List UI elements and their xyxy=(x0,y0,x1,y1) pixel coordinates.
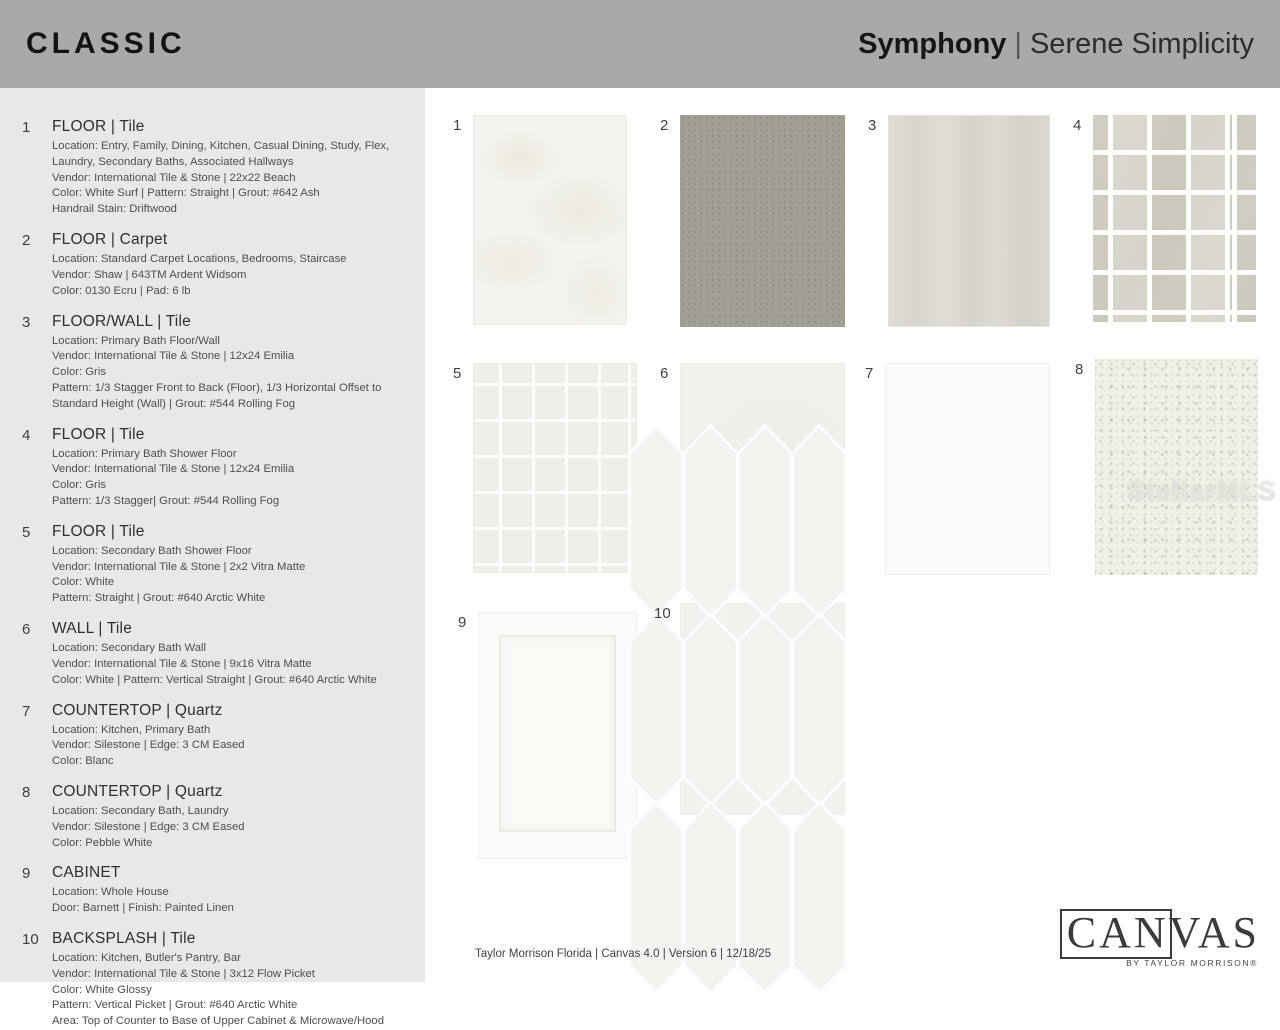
spec-item-detail: Location: Primary Bath Floor/Wall xyxy=(52,334,220,347)
spec-item-detail: Vendor: International Tile & Stone | 22x22 Beach xyxy=(52,171,296,184)
spec-item-detail: Location: Kitchen, Primary Bath xyxy=(52,723,211,736)
spec-item-title: COUNTERTOP | Quartz xyxy=(52,782,223,800)
spec-item-backsplash xyxy=(22,930,407,1030)
spec-item-detail: Vendor: International Tile & Stone | 3x12 Flow Picket xyxy=(52,967,315,980)
swatch-cell-7 xyxy=(865,363,1050,575)
swatch-ecru-carpet xyxy=(680,115,845,327)
spec-item-title: FLOOR | Tile xyxy=(52,425,145,443)
spec-item-floor-tile-secondary xyxy=(22,523,407,607)
swatch-number: 5 xyxy=(453,365,462,382)
swatch-pebble-white-quartz xyxy=(1095,359,1258,575)
spec-item-number: 1 xyxy=(22,119,31,136)
spec-item-title: FLOOR | Carpet xyxy=(52,231,168,249)
swatch-number: 8 xyxy=(1075,361,1084,378)
spec-item-detail: Color: Gris xyxy=(52,366,106,379)
spec-item-detail: Door: Barnett | Finish: Painted Linen xyxy=(52,902,234,915)
sheet-body xyxy=(0,88,1280,1028)
spec-item-number: 6 xyxy=(22,621,31,639)
logo-tagline: BY TAYLOR MORRISON® xyxy=(1126,958,1258,969)
spec-item-detail: Vendor: Silestone | Edge: 3 CM Eased xyxy=(52,739,245,752)
collection-name: CLASSIC xyxy=(26,27,186,60)
spec-item-detail: Color: Gris xyxy=(52,479,106,492)
spec-item-floor-tile-shower xyxy=(22,426,407,510)
cabinet-door-panel xyxy=(499,635,616,832)
swatch-cell-8 xyxy=(1075,359,1258,575)
swatch-cell-4 xyxy=(1073,115,1256,327)
swatch-number: 2 xyxy=(660,117,669,134)
spec-item-detail: Vendor: International Tile & Stone | 2x2 Vitra Matte xyxy=(52,560,306,573)
swatch-cell-9 xyxy=(458,612,637,859)
spec-item-detail: Color: Pebble White xyxy=(52,836,153,849)
spec-item-detail: Location: Standard Carpet Locations, Bedrooms, Staircase xyxy=(52,253,347,266)
spec-item-detail: Location: Primary Bath Shower Floor xyxy=(52,447,237,460)
spec-item-number: 3 xyxy=(22,313,31,331)
swatch-number: 6 xyxy=(660,365,669,382)
spec-item-title: BACKSPLASH | Tile xyxy=(52,930,196,947)
swatch-cell-10 xyxy=(654,603,845,815)
swatch-emilia-gris-tile xyxy=(888,115,1050,327)
swatch-flow-picket-tile xyxy=(680,603,845,815)
title-divider: | xyxy=(1014,27,1022,60)
spec-item-number: 4 xyxy=(22,426,31,444)
canvas-logo xyxy=(1067,910,1260,968)
spec-item-number: 2 xyxy=(22,232,31,250)
spec-item-floorwall-tile xyxy=(22,313,407,413)
spec-item-detail: Location: Whole House xyxy=(52,886,169,899)
spec-item-detail: Location: Entry, Family, Dining, Kitchen, Casual Dining, Study, Flex, Laundry, Secondary Baths, Associated Hallways xyxy=(52,140,390,168)
spec-item-number: 5 xyxy=(22,523,31,541)
spec-item-detail: Vendor: International Tile & Stone | 12x24 Emilia xyxy=(52,463,295,476)
spec-item-detail: Color: 0130 Ecru | Pad: 6 lb xyxy=(52,284,191,297)
spec-item-title: COUNTERTOP | Quartz xyxy=(52,701,223,719)
swatch-emilia-gris-mosaic xyxy=(1093,115,1256,327)
spec-item-title: FLOOR | Tile xyxy=(52,118,145,135)
spec-item-countertop-secondary xyxy=(22,783,407,851)
spec-item-detail: Color: White | Pattern: Vertical Straight | Grout: #640 Arctic White xyxy=(52,673,377,686)
swatch-number: 3 xyxy=(868,117,877,134)
spec-item-number: 7 xyxy=(22,702,31,720)
spec-item-detail: Vendor: Shaw | 643TM Ardent Widsom xyxy=(52,268,247,281)
page-title xyxy=(858,28,1254,61)
swatch-vitra-matte-2x2-tile xyxy=(473,363,637,573)
spec-item-title: FLOOR | Tile xyxy=(52,522,145,540)
spec-item-detail: Vendor: International Tile & Stone | 9x16 Vitra Matte xyxy=(52,657,312,670)
swatch-number: 4 xyxy=(1073,117,1082,134)
footer-text: Taylor Morrison Florida | Canvas 4.0 | Version 6 | 12/18/25 xyxy=(475,948,771,960)
spec-item-floor-tile xyxy=(22,118,407,218)
swatch-number: 9 xyxy=(458,614,467,631)
spec-item-title: FLOOR/WALL | Tile xyxy=(52,312,191,330)
swatch-number: 7 xyxy=(865,365,874,382)
spec-item-detail: Color: White Glossy xyxy=(52,983,152,996)
spec-item-detail: Location: Secondary Bath Shower Floor xyxy=(52,544,252,557)
swatch-cell-1 xyxy=(453,115,627,325)
spec-item-detail: Vendor: International Tile & Stone | 12x24 Emilia xyxy=(52,350,295,363)
spec-item-detail: Pattern: 1/3 Stagger| Grout: #544 Rolling Fog xyxy=(52,495,280,507)
spec-item-detail: Area: Top of Counter to Base of Upper Cabinet & Microwave/Hood xyxy=(52,1015,384,1028)
spec-item-title: CABINET xyxy=(52,864,121,882)
spec-item-cabinet xyxy=(22,864,407,917)
logo-wordmark: CANVAS xyxy=(1066,908,1260,957)
spec-item-detail: Handrail Stain: Driftwood xyxy=(52,203,177,216)
swatch-cell-3 xyxy=(868,115,1050,327)
swatch-blanc-quartz xyxy=(885,363,1050,575)
spec-item-wall-tile xyxy=(22,620,407,688)
spec-item-number: 9 xyxy=(22,865,31,883)
spec-item-floor-carpet xyxy=(22,231,407,299)
spec-item-detail: Location: Secondary Bath, Laundry xyxy=(52,804,229,817)
swatch-painted-linen-cabinet-door xyxy=(478,612,637,859)
spec-item-number: 10 xyxy=(22,931,39,948)
spec-item-detail: Color: White xyxy=(52,576,115,589)
swatch-board xyxy=(425,88,1280,982)
spec-item-countertop-kitchen xyxy=(22,702,407,770)
swatch-number: 1 xyxy=(453,117,462,134)
spec-item-detail: Location: Kitchen, Butler's Pantry, Bar xyxy=(52,952,242,964)
spec-item-title: WALL | Tile xyxy=(52,620,133,638)
spec-list xyxy=(0,88,425,1028)
spec-item-detail: Location: Secondary Bath Wall xyxy=(52,642,207,655)
scheme-subtitle: Serene Simplicity xyxy=(1029,27,1254,60)
header xyxy=(0,0,1280,88)
swatch-number: 10 xyxy=(654,605,671,622)
mls-watermark: StellarMLS xyxy=(1127,476,1277,506)
spec-item-detail: Pattern: Vertical Picket | Grout: #640 Arctic White xyxy=(52,999,298,1012)
spec-item-detail: Color: White Surf | Pattern: Straight | Grout: #642 Ash xyxy=(52,187,320,200)
scheme-name: Symphony xyxy=(858,27,1007,60)
spec-item-detail: Pattern: Straight | Grout: #640 Arctic White xyxy=(52,592,266,605)
picket-pattern-graphic xyxy=(681,604,844,814)
spec-item-number: 8 xyxy=(22,783,31,801)
spec-item-detail: Pattern: 1/3 Stagger Front to Back (Floor), 1/3 Horizontal Offset to Standard Height (Wall) | Grout: #544 Rolling Fog xyxy=(52,381,382,410)
swatch-cell-5 xyxy=(453,363,637,573)
spec-item-detail: Color: Blanc xyxy=(52,755,114,768)
spec-item-detail: Vendor: Silestone | Edge: 3 CM Eased xyxy=(52,820,245,833)
swatch-cell-2 xyxy=(660,115,845,327)
swatch-white-surf-tile xyxy=(473,115,627,325)
